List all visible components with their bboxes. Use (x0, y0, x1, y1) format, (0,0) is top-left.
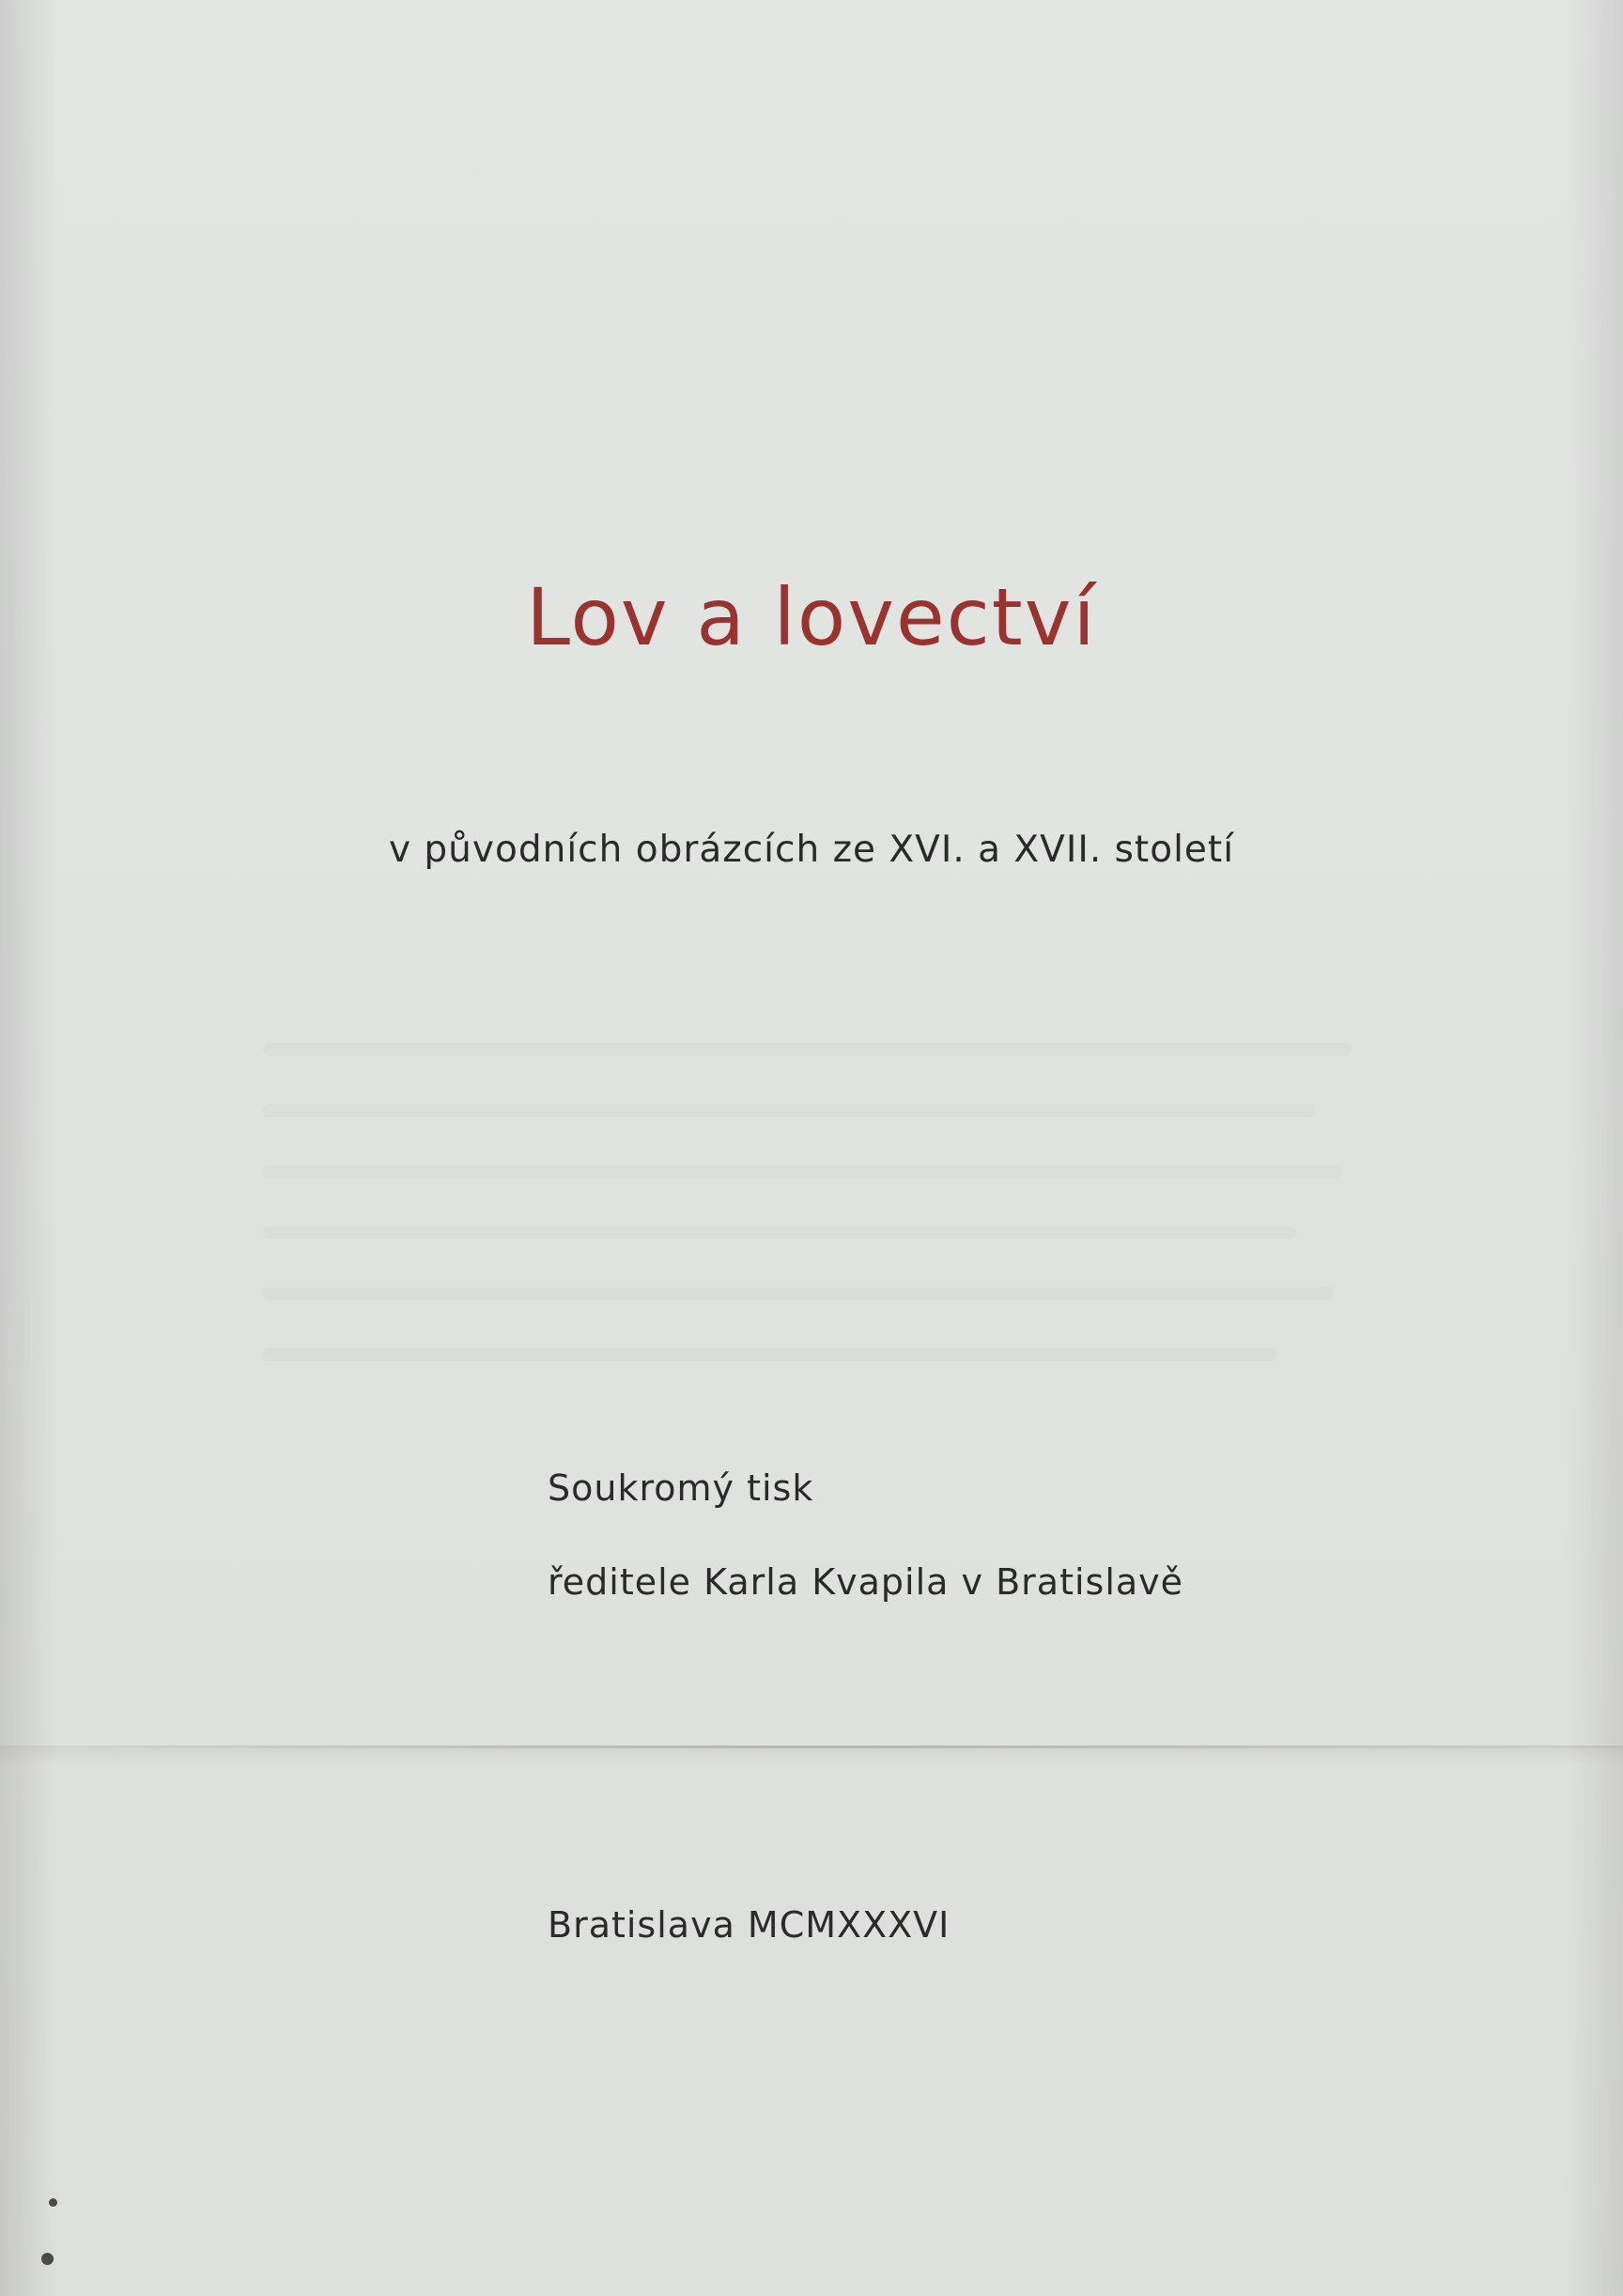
show-through-line (263, 1226, 1296, 1239)
right-edge-shadow (1567, 0, 1623, 2296)
imprint-line-2: ředitele Karla Kvapila v Bratislavě (548, 1561, 1184, 1603)
ink-speck (49, 2198, 57, 2207)
imprint-line-1: Soukromý tisk (548, 1467, 814, 1509)
show-through-line (263, 1287, 1334, 1300)
left-edge-shadow (0, 0, 56, 2296)
book-subtitle: v původních obrázcích ze XVI. a XVII. století (388, 829, 1235, 871)
show-through-line (263, 1165, 1343, 1178)
ink-speck (41, 2253, 54, 2265)
place-and-year: Bratislava MCMXXXVI (548, 1904, 951, 1946)
show-through-line (263, 1104, 1315, 1117)
show-through-line (263, 1348, 1277, 1361)
paper-fold-shadow (0, 1748, 1623, 1765)
show-through-line (263, 1043, 1352, 1056)
book-title: Lov a lovectví (526, 571, 1097, 663)
